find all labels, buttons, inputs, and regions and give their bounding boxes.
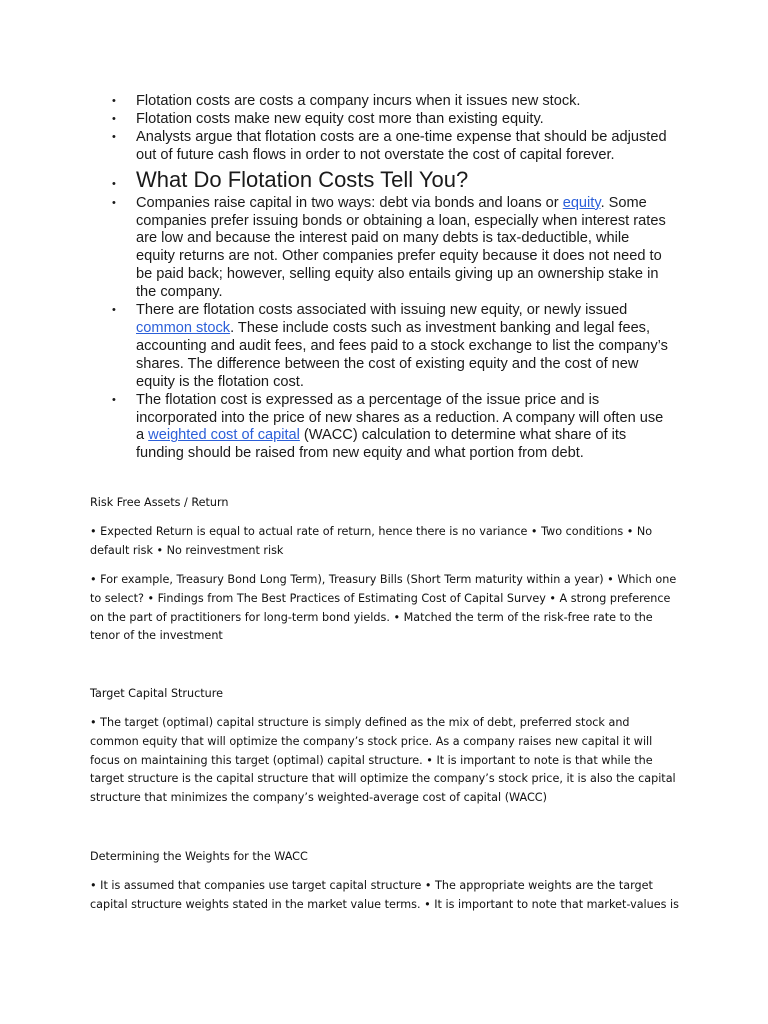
weights-paragraph: • It is assumed that companies use target capital structure • The appropriate weights are the target capital structure weights stated in the market value terms. • It is important to note that market-values is bbox=[90, 879, 679, 911]
equity-link[interactable]: equity bbox=[562, 194, 601, 211]
text-run: (WACC) calculation to determine what share of its funding should be raised from new equity and what portion from debt. bbox=[136, 427, 627, 462]
paragraph-text bbox=[136, 392, 663, 462]
bullet-text: Flotation costs are costs a company incurs when it issues new stock. bbox=[136, 93, 581, 109]
list-item bbox=[108, 111, 668, 129]
list-item bbox=[108, 302, 668, 392]
list-item bbox=[108, 195, 668, 302]
text-run: . These include costs such as investment banking and legal fees, accounting and audit fees, and fees paid to a stock exchange to list the company’s shares. The difference between the cost of existing equity and the cost of new equity is the flotation cost. bbox=[136, 319, 668, 390]
text-run: There are flotation costs associated with issuing new equity, or newly issued bbox=[136, 302, 628, 319]
bullet-marker: • bbox=[112, 112, 116, 125]
risk-free-title: Risk Free Assets / Return bbox=[90, 496, 229, 509]
text-run: Companies raise capital in two ways: debt via bonds and loans or bbox=[136, 194, 563, 211]
bullet-marker: • bbox=[112, 130, 116, 143]
target-capital-title: Target Capital Structure bbox=[90, 687, 223, 700]
list-item bbox=[108, 392, 668, 464]
paragraph-text bbox=[136, 302, 668, 390]
bullet-marker: • bbox=[112, 393, 116, 406]
bullet-text: Analysts argue that flotation costs are a one-time expense that should be adjusted out of future cash flows in order to not overstate the cost of capital forever. bbox=[136, 128, 667, 163]
bullet-marker: • bbox=[112, 177, 116, 190]
risk-free-paragraph-2: • For example, Treasury Bond Long Term), Treasury Bills (Short Term maturity within a year) • Which one to select? • Findings from The Best Practices of Estimating Cost of Capital Survey • A strong preference on the part of practitioners for long-term bond yields. • Matched the term of the risk-free rate to the tenor of the investment bbox=[90, 573, 677, 643]
common-stock-link[interactable]: common stock bbox=[136, 319, 231, 336]
weights-title: Determining the Weights for the WACC bbox=[90, 850, 308, 863]
bullet-marker: • bbox=[112, 95, 116, 107]
text-run: The flotation cost is expressed as a percentage of the issue price and is incorporated into the price of new shares as a reduction. A company will often use a bbox=[136, 391, 664, 444]
section-heading-item bbox=[108, 167, 668, 193]
flotation-bullet-list bbox=[108, 93, 668, 463]
bullet-text: Flotation costs make new equity cost more than existing equity. bbox=[136, 110, 544, 127]
bullet-marker: • bbox=[112, 196, 116, 209]
section-heading: What Do Flotation Costs Tell You? bbox=[136, 166, 469, 192]
list-item bbox=[108, 93, 668, 111]
text-run: . Some companies prefer issuing bonds or obtaining a loan, especially when interest rates are low and because the interest paid on many debts is tax-deductible, while equity returns are not. Other companies prefer equity because it does not need to be paid back; however, selling equity also entails giving up an ownership stake in the company. bbox=[136, 194, 666, 301]
paragraph-text bbox=[136, 195, 666, 301]
risk-free-paragraph-1: • Expected Return is equal to actual rate of return, hence there is no variance • Two conditions • No default risk • No reinvestment risk bbox=[90, 525, 653, 557]
target-capital-paragraph: • The target (optimal) capital structure is simply defined as the mix of debt, preferred stock and common equity that will optimize the company’s stock price. As a company raises new capital it will focus on maintaining this target (optimal) capital structure. • It is important to note is that while the target structure is the capital structure that will optimize the company’s stock price, it is also the capital structure that minimizes the company’s weighted-average cost of capital (WACC) bbox=[90, 716, 676, 805]
list-item bbox=[108, 129, 668, 165]
bullet-marker: • bbox=[112, 304, 116, 317]
weighted-cost-of-capital-link[interactable]: weighted cost of capital bbox=[148, 427, 300, 444]
